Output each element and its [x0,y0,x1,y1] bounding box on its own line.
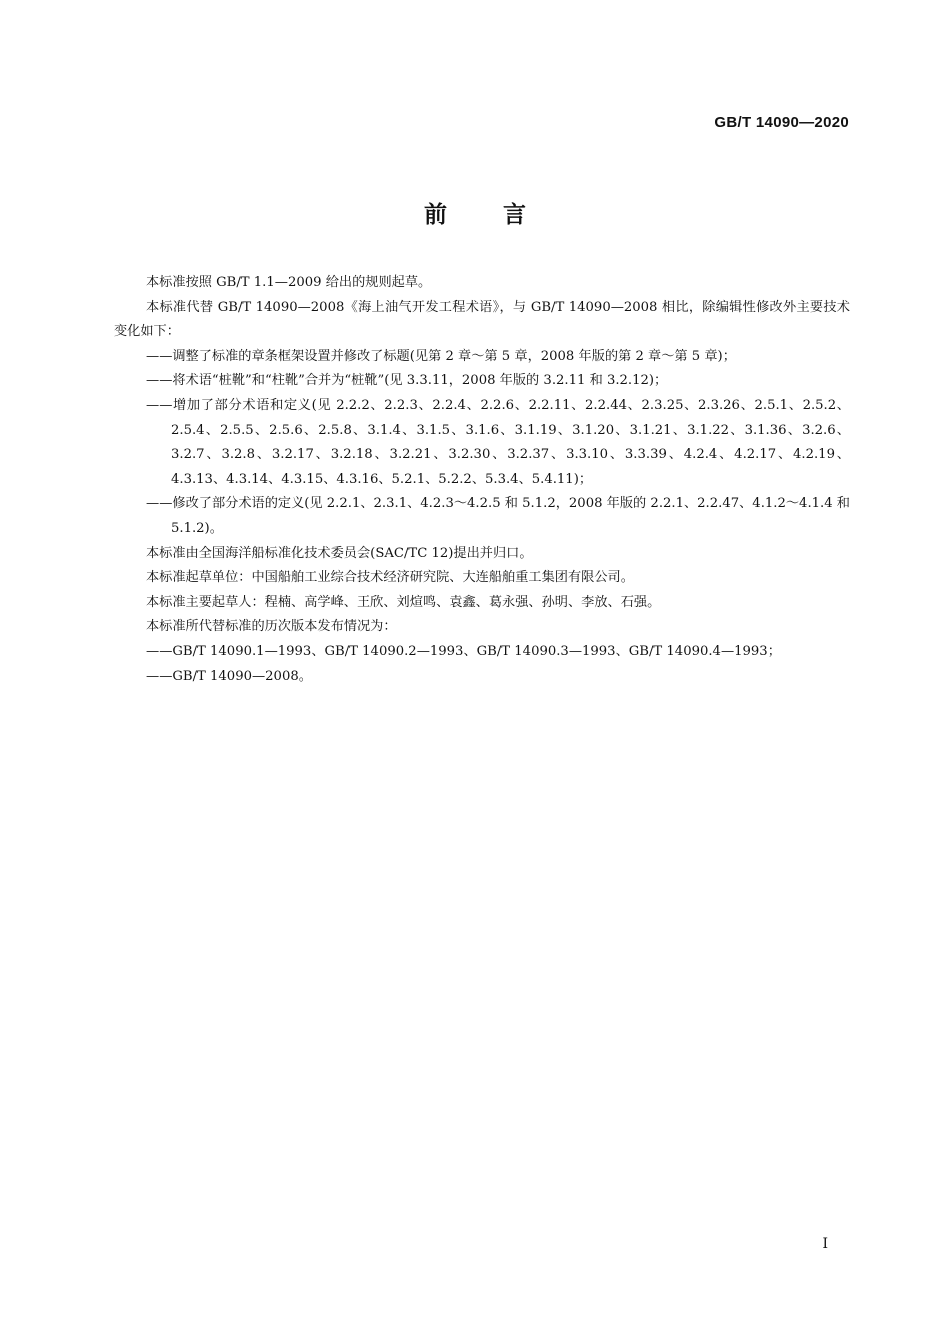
paragraph-drafting-units: 本标准起草单位：中国船舶工业综合技术经济研究院、大连船舶重工集团有限公司。 [146,570,634,586]
page-title [0,196,950,229]
paragraph-replacement: 本标准代替 GB/T 14090—2008《海上油气开发工程术语》，与 GB/T 14090—2008 相比，除编辑性修改外主要技术变化如下： [114,299,850,340]
change-item-merge-terms: ——将术语“桩靴”和“柱靴”合并为“桩靴”(见 3.3.11，2008 年版的 3.2.11 和 3.2.12)； [146,373,668,389]
paragraph-drafting-rules: 本标准按照 GB/T 1.1—2009 给出的规则起草。 [146,275,432,290]
title-char-1: 前 [424,202,447,228]
paragraph-version-history: 本标准所代替标准的历次版本发布情况为： [146,619,397,635]
standard-number: GB/T 14090—2020 [714,114,849,131]
page-number: I [822,1236,828,1252]
change-item-modified-definitions: ——修改了部分术语的定义(见 2.2.1、2.3.1、4.2.3～4.2.5 和 5.1.2，2008 年版的 2.2.1、2.2.47、4.1.2～4.1.4 和 5.1.2)。 [146,496,850,536]
foreword-body [114,271,850,689]
version-item-2008: ——GB/T 14090—2008。 [146,668,312,684]
change-item-framework: ——调整了标准的章条框架设置并修改了标题(见第 2 章～第 5 章，2008 年版的第 2 章～第 5 章)； [146,348,736,364]
change-item-added-terms: ——增加了部分术语和定义(见 2.2.2、2.2.3、2.2.4、2.2.6、2.2.11、2.2.44、2.3.25、2.3.26、2.5.1、2.5.2、2.5.4、2.5.5、2.5.6、2.5.8、3.1.4、3.1.5、3.1.6、3.1.19、3.1.20、3.1.21、3.1.22、3.1.36、3.2.6、3.2.7、3.2.8、3.2.17、3.2.18、3.2.21、3.2.30、3.2.37、3.3.10、3.3.39、4.2.4、4.2.17、4.2.19、4.3.13、4.3.14、4.3.15、4.3.16、5.2.1、5.2.2、5.3.4、5.4.11)； [146,397,850,487]
paragraph-drafters: 本标准主要起草人：程楠、高学峰、王欣、刘煊鸣、袁鑫、葛永强、孙明、李放、石强。 [146,594,661,610]
paragraph-proposer: 本标准由全国海洋船标准化技术委员会(SAC/TC 12)提出并归口。 [146,545,533,561]
version-item-1993: ——GB/T 14090.1—1993、GB/T 14090.2—1993、GB/T 14090.3—1993、GB/T 14090.4—1993； [146,643,781,659]
title-char-2: 言 [503,202,526,228]
